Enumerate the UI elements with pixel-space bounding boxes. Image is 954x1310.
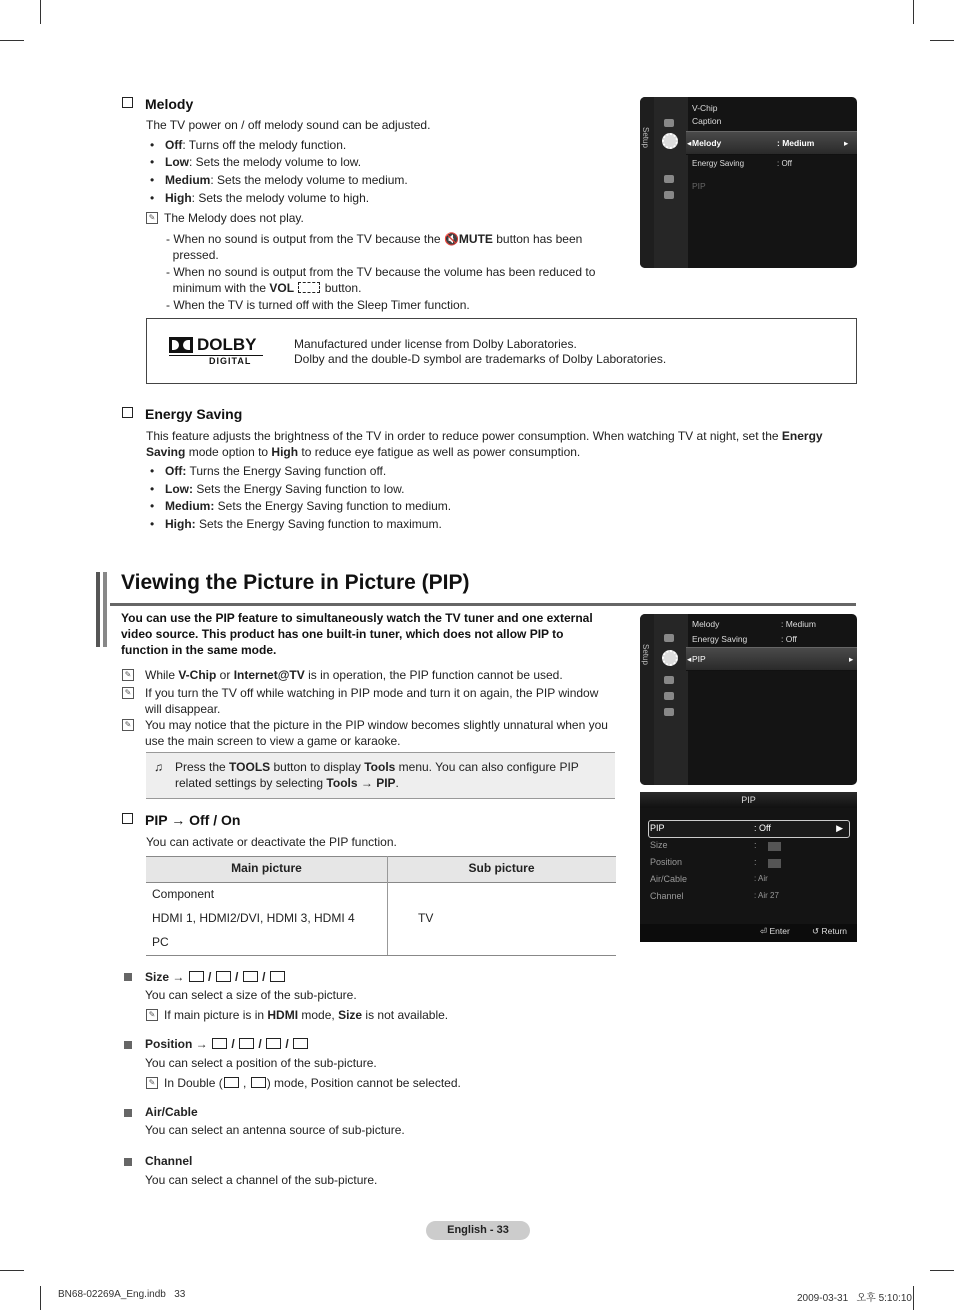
table-cell: TV <box>418 911 434 925</box>
dolby-line1: Manufactured under license from Dolby Laboratories. <box>294 337 577 351</box>
pip-note-1: While V-Chip or Internet@TV is in operation, the PIP function cannot be used. <box>145 668 563 682</box>
setup-side-label: Setup <box>641 644 650 665</box>
enter-icon: ⏎ <box>760 926 768 936</box>
note-icon: ✎ <box>122 669 134 681</box>
arrow-right-icon[interactable]: ▸ <box>849 654 854 664</box>
picture-icon <box>664 634 674 642</box>
melody-option: • Low: Sets the melody volume to low. <box>165 154 361 170</box>
size-desc: You can select a size of the sub-picture. <box>145 988 357 1002</box>
return-hint: ↺ Return <box>812 926 848 936</box>
table-cell: Component <box>152 887 215 901</box>
energy-option: • Off: Turns the Energy Saving function off. <box>165 463 386 479</box>
pip-row-channel[interactable]: Channel : Air 27 <box>650 891 779 901</box>
double-a-icon <box>224 1077 239 1088</box>
setup-gear-icon <box>662 650 678 666</box>
pip-row-position[interactable]: Position : <box>650 857 847 871</box>
size-double-a-icon <box>243 971 258 982</box>
pip-row-aircable[interactable]: Air/Cable : Air <box>650 874 768 884</box>
channel-heading: Channel <box>145 1154 193 1168</box>
support-icon <box>664 708 674 716</box>
channel-desc: You can select a channel of the sub-picture. <box>145 1173 378 1187</box>
size-heading: Size → / / / <box>145 970 286 984</box>
melody-intro: The TV power on / off melody sound can be adjusted. <box>146 118 431 132</box>
heading-bar <box>96 572 100 647</box>
table-cell: PC <box>152 935 169 949</box>
tools-icon: ♫ <box>154 760 163 774</box>
note-icon: ✎ <box>146 1077 158 1089</box>
menu-item-pip[interactable]: PIP <box>692 654 706 664</box>
dolby-line2: Dolby and the double-D symbol are trademarks of Dolby Laboratories. <box>294 352 667 366</box>
note-icon: ✎ <box>146 212 158 224</box>
pip-row-pip[interactable]: PIP : Off ▶ <box>650 823 843 833</box>
arrow-right-icon[interactable]: ▶ <box>836 823 843 833</box>
setup-menu-melody <box>640 97 857 268</box>
melody-option: • High: Sets the melody volume to high. <box>165 190 369 206</box>
menu-item-melody[interactable]: Melody <box>692 619 720 629</box>
picture-icon <box>664 119 674 127</box>
square-bullet <box>124 1041 132 1049</box>
input-icon <box>664 175 674 183</box>
energy-option: • Medium: Sets the Energy Saving function to medium. <box>165 498 451 514</box>
melody-case-3: - When the TV is turned off with the Sleep Timer function. <box>166 298 470 312</box>
heading-bar <box>103 572 107 647</box>
position-desc: You can select a position of the sub-picture. <box>145 1056 377 1070</box>
pip-offon-desc: You can activate or deactivate the PIP function. <box>146 835 397 849</box>
menu-value-energy: : Off <box>777 159 792 168</box>
energy-heading: Energy Saving <box>122 406 242 422</box>
menu-value-melody: : Medium <box>777 138 815 148</box>
page-number-badge: English - 33 <box>426 1221 530 1240</box>
note-icon: ✎ <box>122 687 134 699</box>
table-header-main: Main picture <box>231 861 302 875</box>
pip-row-size[interactable]: Size : <box>650 840 847 854</box>
position-heading: Position → / / / <box>145 1037 309 1051</box>
menu-item-energy[interactable]: Energy Saving <box>692 634 748 644</box>
pip-source-table <box>146 856 616 956</box>
arrow-left-icon[interactable]: ◂ <box>687 654 692 664</box>
pip-note-3: You may notice that the picture in the PIP window becomes slightly unnatural when you use the main screen to view a game or karaoke. <box>145 718 608 748</box>
enter-hint: ⏎ Enter <box>760 926 790 936</box>
note-icon: ✎ <box>122 719 134 731</box>
menu-item-energy[interactable]: Energy Saving <box>692 159 745 168</box>
menu-item-caption[interactable]: Caption <box>692 116 722 126</box>
aircable-desc: You can select an antenna source of sub-picture. <box>145 1123 405 1137</box>
square-bullet <box>124 973 132 981</box>
melody-note: The Melody does not play. <box>164 211 304 225</box>
size-double-b-icon <box>270 971 285 982</box>
position-note: In Double ( , ) mode, Position cannot be selected. <box>164 1076 461 1090</box>
tools-tip: ♫ Press the TOOLS button to display Tools menu. You can also configure PIP related settings by selecting Tools → PIP. <box>146 752 615 799</box>
melody-heading: Melody <box>122 96 193 112</box>
position-bottom-right-icon <box>212 1038 227 1049</box>
melody-option: • Medium: Sets the melody volume to medium. <box>165 172 408 188</box>
title-rule <box>110 603 856 606</box>
pip-menu-title: PIP <box>640 792 857 808</box>
application-icon <box>664 692 674 700</box>
menu-item-melody[interactable]: Melody <box>692 138 722 148</box>
menu-value-energy: : Off <box>781 634 797 644</box>
setup-gear-icon <box>662 133 678 149</box>
pip-note-2: If you turn the TV off while watching in PIP mode and turn it on again, the PIP window will disappear. <box>145 686 599 716</box>
footer-file: BN68-02269A_Eng.indb 33 <box>58 1289 186 1300</box>
arrow-left-icon[interactable]: ◂ <box>687 138 692 148</box>
energy-intro: This feature adjusts the brightness of the TV in order to reduce power consumption. When watching TV at night, set the Energy Saving mode option to High to reduce eye fatigue as well as power consumption. <box>146 429 823 459</box>
pip-offon-heading: PIP → Off / On <box>122 812 240 828</box>
square-bullet <box>124 1109 132 1117</box>
menu-highlight <box>686 647 857 671</box>
footer-timestamp: 2009-03-31 오후 5:10:10 <box>797 1293 912 1304</box>
melody-option: • Off: Turns off the melody function. <box>165 137 346 153</box>
menu-item-vchip[interactable]: V-Chip <box>692 103 718 113</box>
position-preview-icon <box>768 859 781 868</box>
return-icon: ↺ <box>812 926 820 936</box>
melody-case-2: - When no sound is output from the TV because the volume has been reduced to minimum with the VOL button. <box>166 265 596 295</box>
vol-button-icon <box>298 282 320 293</box>
menu-value-melody: : Medium <box>781 619 816 629</box>
mute-icon: 🔇 <box>443 232 459 246</box>
setup-menu-pip <box>640 614 857 785</box>
pip-intro: You can use the PIP feature to simultaneously watch the TV tuner and one external video source. This product has one built-in tuner, which does not allow PIP to function in the same mode. <box>121 611 593 657</box>
size-small-icon <box>189 971 204 982</box>
energy-option: • Low: Sets the Energy Saving function to low. <box>165 481 404 497</box>
arrow-right-icon[interactable]: ▸ <box>844 138 849 148</box>
dolby-logo: DOLBY DIGITAL <box>169 337 263 365</box>
table-cell: HDMI 1, HDMI2/DVI, HDMI 3, HDMI 4 <box>152 911 355 925</box>
aircable-heading: Air/Cable <box>145 1105 198 1119</box>
size-preview-icon <box>768 842 781 851</box>
pip-menu <box>640 792 857 942</box>
table-header-sub: Sub picture <box>468 861 535 875</box>
size-large-icon <box>216 971 231 982</box>
note-icon: ✎ <box>146 1009 158 1021</box>
input-icon <box>664 676 674 684</box>
energy-option: • High: Sets the Energy Saving function to maximum. <box>165 516 442 532</box>
size-note: If main picture is in HDMI mode, Size is not available. <box>164 1008 449 1022</box>
position-top-left-icon <box>266 1038 281 1049</box>
position-top-right-icon <box>239 1038 254 1049</box>
setup-side-label: Setup <box>641 127 650 148</box>
dolby-notice <box>146 318 857 384</box>
position-bottom-left-icon <box>293 1038 308 1049</box>
page-title: Viewing the Picture in Picture (PIP) <box>121 571 470 594</box>
support-icon <box>664 191 674 199</box>
double-b-icon <box>251 1077 266 1088</box>
square-bullet <box>124 1158 132 1166</box>
melody-case-1: - When no sound is output from the TV because the 🔇MUTE button has been pressed. <box>166 232 583 262</box>
menu-item-pip[interactable]: PIP <box>692 181 706 191</box>
